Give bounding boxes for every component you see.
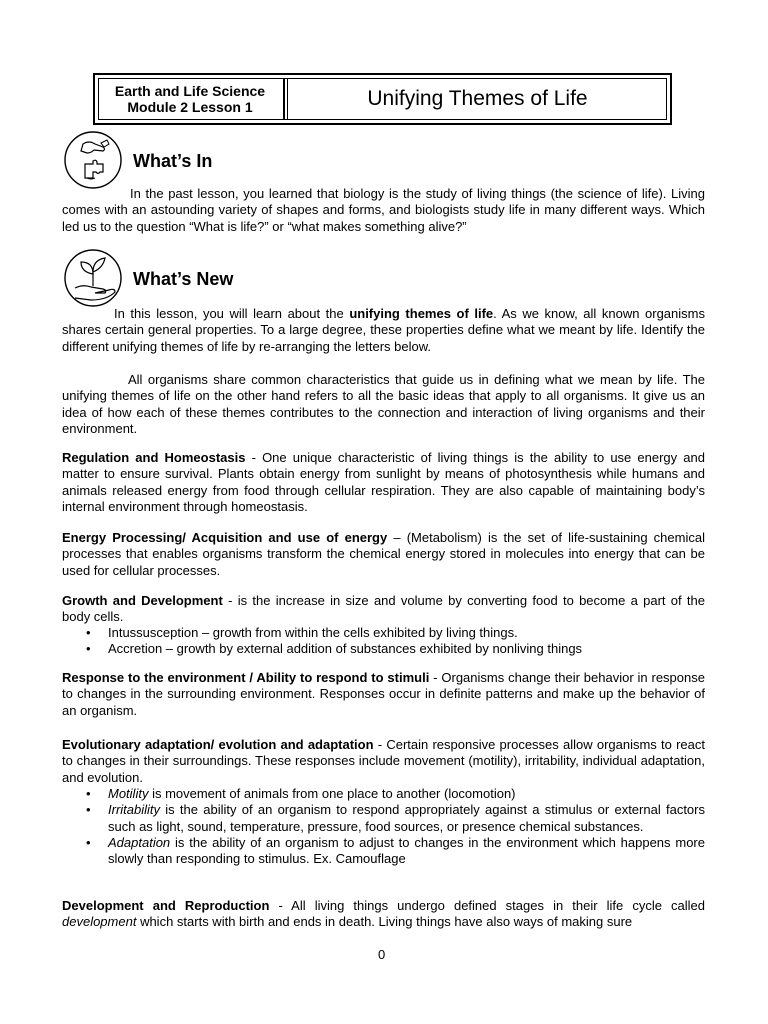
whats-new-text: In this lesson, you will learn about the unifying themes of life. As we know, all known organisms shares certain general properties. To a large degree, these properties define what we meant by life. Identify the different unifying themes of life by re-arranging the letters below.: [62, 306, 705, 354]
header-divider-thin: [287, 79, 288, 119]
growth-bullet-list: [62, 625, 705, 658]
page-number: 0: [378, 947, 386, 962]
theme-development: Development and Reproduction - All living things undergo defined stages in their life cycle called development which starts with birth and ends in death. Living things have also ways of making sure: [62, 898, 705, 930]
whats-in-title: What’s In: [133, 151, 213, 171]
theme-energy: Energy Processing/ Acquisition and use of energy – (Metabolism) is the set of life-sustaining chemical processes that enables organisms transform the chemical energy stored in molecules into energy that can be used for cellular processes.: [62, 530, 705, 578]
theme-response: Response to the environment / Ability to respond to stimuli - Organisms change their behavior in response to changes in the surrounding environment. Responses occur in definite patterns and make up the behavior of an organism.: [62, 670, 705, 718]
intro-paragraph: All organisms share common characteristics that guide us in defining what we mean by life. The unifying themes of life on the other hand refers to all the basic ideas that apply to all organisms. It give us an idea of how each of these themes contributes to the connection and interaction of living organisms and their environment.: [62, 372, 705, 436]
list-item: • Motility is movement of animals from one place to another (locomotion): [62, 786, 705, 802]
module-label: [99, 79, 281, 119]
theme-regulation: Regulation and Homeostasis - One unique characteristic of living things is the ability to use energy and matter to ensure survival. Plants obtain energy from sunlight by means of photosynthesis while humans and animals released energy from food through cellular respiration. They are also capable of maintaining body’s internal environment through homeostasis.: [62, 450, 705, 514]
theme-growth: Growth and Development - is the increase in size and volume by converting food to become a part of the body cells.: [62, 593, 705, 625]
theme-evolution: Evolutionary adaptation/ evolution and adaptation - Certain responsive processes allow organisms to react to changes in their surroundings. These responses include movement (motility), irritability, individual adaptation, and evolution.: [62, 737, 705, 785]
module-lesson: Module 2 Lesson 1: [127, 99, 253, 115]
whats-in-text: In the past lesson, you learned that biology is the study of living things (the science of life). Living comes with an astounding variety of shapes and forms, and biologists study life in many different ways. Which led us to the question “What is life?” or “what makes something alive?”: [62, 186, 705, 234]
list-item: • Adaptation is the ability of an organism to adjust to changes in the environment which happens more slowly than responding to stimulus. Ex. Camouflage: [62, 835, 705, 868]
header-divider: [283, 79, 285, 119]
lesson-title: Unifying Themes of Life: [367, 87, 588, 110]
hand-puzzle-icon: [63, 130, 123, 190]
lesson-header: [93, 73, 672, 125]
subject-title: Earth and Life Science: [114, 83, 266, 99]
list-item: • Intussusception – growth from within the cells exhibited by living things.: [62, 625, 705, 641]
list-item: • Accretion – growth by external addition of substances exhibited by nonliving things: [62, 641, 705, 657]
hand-sprout-icon: [63, 248, 123, 308]
list-item: • Irritability is the ability of an organism to respond appropriately against a stimulus or external factors such as light, sound, temperature, pressure, food sources, or presence chemical substances.: [62, 802, 705, 835]
key-term: unifying themes of life: [349, 306, 494, 321]
evolution-bullet-list: [62, 786, 705, 867]
whats-new-title: What’s New: [133, 269, 234, 289]
